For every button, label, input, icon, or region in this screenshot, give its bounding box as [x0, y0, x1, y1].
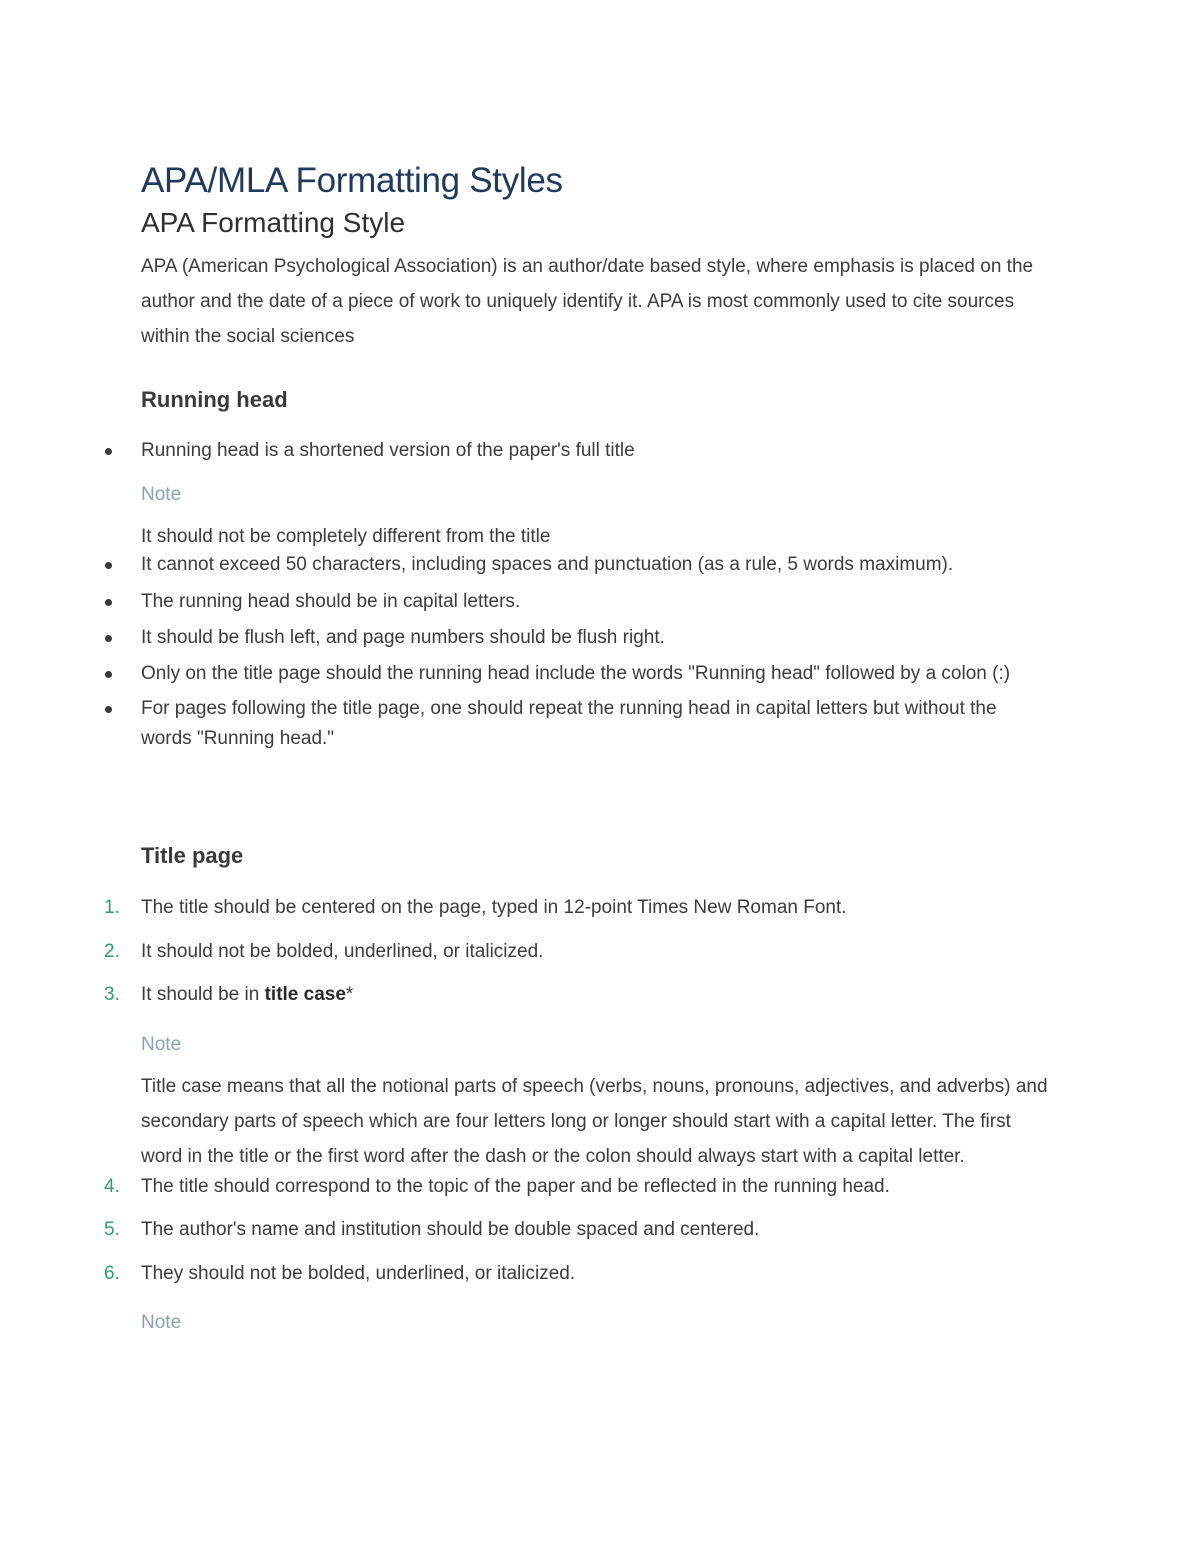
list-item: The running head should be in capital letters. [141, 591, 521, 612]
bullet-icon [105, 599, 112, 606]
note-text: It should not be completely different from the title [141, 526, 551, 547]
bullet-icon [105, 671, 112, 678]
list-item: Running head is a shortened version of the paper's full title [141, 440, 635, 461]
bullet-icon [105, 562, 112, 569]
bullet-icon [105, 635, 112, 642]
list-item: Only on the title page should the running head include the words "Running head" followed by a colon (:) [141, 663, 1011, 684]
list-number: 3. [104, 984, 120, 1005]
list-item: For pages following the title page, one should repeat the running head in capital letters but without the words "Running head." [141, 698, 997, 749]
heading-title-page: Title page [141, 843, 244, 868]
section-title-apa: APA Formatting Style [141, 207, 406, 238]
list-number: 1. [104, 897, 120, 918]
intro-paragraph: APA (American Psychological Association) is an author/date based style, where emphasis is placed on the author and the date of a piece of work to uniquely identify it. APA is most commonly used to cite sources within the social sciences [141, 256, 1034, 347]
note-label: Note [141, 1034, 182, 1055]
list-item: It cannot exceed 50 characters, including spaces and punctuation (as a rule, 5 words maximum). [141, 554, 954, 575]
list-item: The title should be centered on the page, typed in 12-point Times New Roman Font. [141, 897, 847, 918]
heading-running-head: Running head [141, 387, 288, 412]
list-item: It should be flush left, and page numbers should be flush right. [141, 627, 665, 648]
list-number: 2. [104, 941, 120, 962]
bold-term: title case [264, 984, 346, 1005]
list-item-text: It should be in [141, 984, 265, 1005]
list-item: The author's name and institution should be double spaced and centered. [141, 1219, 760, 1240]
list-item: It should not be bolded, underlined, or italicized. [141, 941, 544, 962]
note-label: Note [141, 1312, 182, 1333]
note-label: Note [141, 484, 182, 505]
list-item: They should not be bolded, underlined, or italicized. [141, 1263, 576, 1284]
note-text: Title case means that all the notional parts of speech (verbs, nouns, pronouns, adjectives, and adverbs) and secondary parts of speech which are four letters long or longer should start with a capital letter. The first word in the title or the first word after the dash or the colon should always start with a capital letter. [141, 1076, 1048, 1167]
asterisk: * [345, 984, 354, 1005]
list-item [141, 984, 353, 1006]
list-number: 5. [104, 1219, 120, 1240]
list-item: The title should correspond to the topic of the paper and be reflected in the running head. [141, 1176, 890, 1197]
list-number: 4. [104, 1176, 120, 1197]
list-number: 6. [104, 1263, 120, 1284]
bullet-icon [105, 706, 112, 713]
document-title: APA/MLA Formatting Styles [141, 161, 563, 200]
bullet-icon [105, 448, 112, 455]
